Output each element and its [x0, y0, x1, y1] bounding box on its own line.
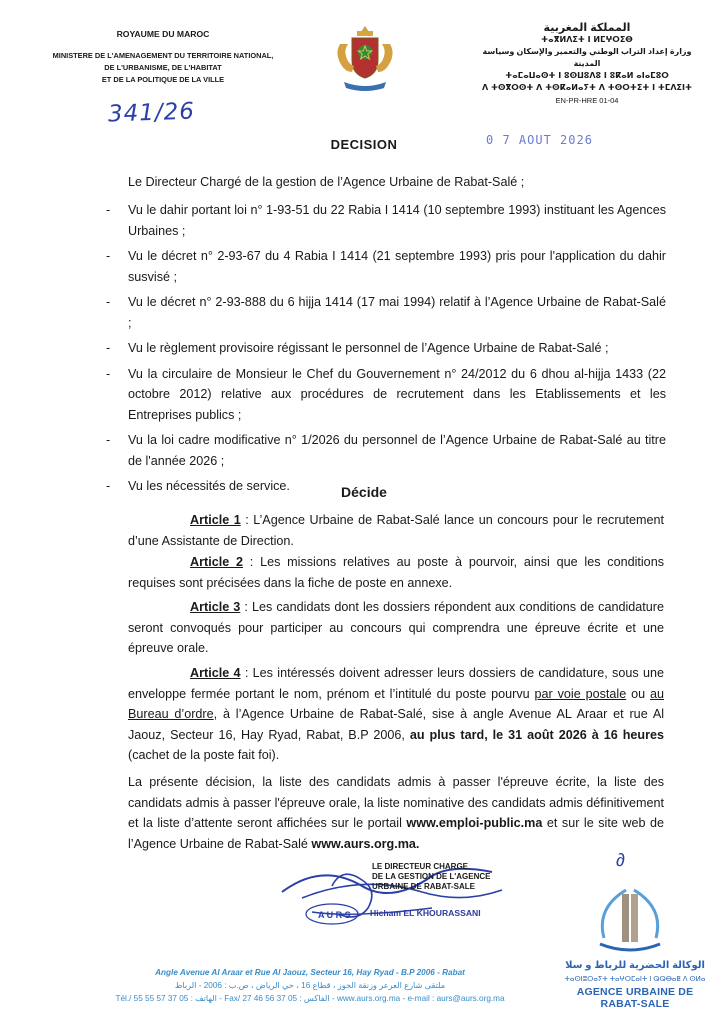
article-2 [128, 552, 664, 593]
article-text: ou [626, 686, 650, 701]
deadline-text: au plus tard, le 31 août 2026 à 16 heures [409, 727, 664, 742]
list-item [106, 246, 666, 287]
article-1 [128, 510, 664, 551]
article-text: Les intéressés doivent adresser leurs dossiers de candidature, sous une enveloppe fermée portant le nom, prénom et l’intitulé du poste pourvu [128, 666, 664, 701]
royal-emblem-icon [330, 22, 400, 94]
consideration-text: Vu les nécessités de service. [128, 479, 290, 493]
article-text: Les missions relatives au poste à pourvoir, ainsi que les conditions requises sont précisées dans la fiche de poste en annexe. [128, 555, 664, 590]
considerations-list [106, 200, 666, 502]
intro-text: Le Directeur Chargé de la gestion de l’Agence Urbaine de Rabat-Salé ; [128, 175, 525, 189]
footer-address-fr: Angle Avenue Al Araar et Rue Al Jaouz, Secteur 16, Hay Ryad - B.P 2006 - Rabat [155, 968, 465, 977]
date-stamp: 0 7 AOUT 2026 [486, 133, 593, 147]
list-item [106, 338, 666, 359]
article-3 [128, 597, 664, 659]
arabic-kingdom: المملكة المغربية [543, 22, 631, 34]
consideration-text: Vu la circulaire de Monsieur le Chef du Gouvernement n° 24/2012 du 6 dhou al-hijja 1433 (22 octobre 2012) relative aux procédures de recrutement dans les Etablissements et les Entreprises publics ; [128, 366, 666, 422]
consideration-text: Vu le dahir portant loi n° 1-93-51 du 22 Rabia I 1414 (10 septembre 1993) instituant les Agences Urbaines ; [128, 203, 666, 238]
dash-bullet: - [106, 479, 111, 493]
stamp-text: A U R S [318, 910, 351, 920]
signatory-line: DE LA GESTION DE L'AGENCE [372, 872, 491, 881]
arabic-ministry: وزارة إعداد التراب الوطني والتعمير والإسكان وسياسة المدينة [482, 47, 692, 68]
consideration-text: Vu la loi cadre modificative n° 1/2026 du personnel de l’Agence Urbaine de Rabat-Salé au titre de l'année 2026 ; [128, 433, 666, 468]
article-sep: : [240, 600, 252, 614]
signatory-name: Hicham EL KHOURASSANI [370, 908, 481, 918]
page-title: DECISION [330, 137, 398, 152]
dash-bullet: - [106, 249, 111, 263]
article-sep: : [240, 666, 253, 680]
dash-bullet: - [106, 203, 111, 217]
tifinagh-kingdom: ⵜⴰⴳⵍⴷⵉⵜ ⵏ ⵍⵎⵖⵔⵉⴱ [541, 35, 633, 44]
article-label: Article 2 [190, 555, 243, 569]
article-label: Article 4 [190, 666, 241, 680]
decide-heading: Décide [341, 484, 387, 500]
ministry-line: ET DE LA POLITIQUE DE LA VILLE [101, 75, 225, 84]
consideration-text: Vu le règlement provisoire régissant le personnel de l’Agence Urbaine de Rabat-Salé ; [128, 341, 609, 355]
handwritten-reference: 341/26 [107, 98, 196, 128]
dash-bullet: - [106, 433, 111, 447]
closing-paragraph [128, 772, 664, 854]
signatory-title [372, 862, 502, 892]
tifinagh-ministry: ⵜⴰⵎⴰⵡⴰⵙⵜ ⵏ ⵓⵙⵡⵓⴷⵓ ⵏ ⵓⴽⴰⵍ ⴰⵏⴰⵎⵓⵔ [505, 71, 669, 80]
list-item [106, 430, 666, 471]
article-4 [128, 663, 664, 766]
dash-bullet: - [106, 341, 111, 355]
ministry-line: DE L'URBANISME, DE L'HABITAT [104, 63, 222, 72]
document-code: EN-PR-HRE 01-04 [555, 96, 619, 105]
handwritten-mark: ∂ [616, 850, 625, 870]
logo-tifinagh-name: ⵜⴰⵙⵏⵓⵔⴰⵢⵜ ⵜⴰⵖⵔⵎⴰⵏⵜ ⵏ ⵕⵕⴱⴰⵟ ⴷ ⵙⵍⴰ [564, 976, 706, 983]
tifinagh-ministry: ⴷ ⵜⵙⴳⵔⵙⵜ ⴷ ⵜⵙⴽⴰⵍⴰⵢⵜ ⴷ ⵜⵙⵔⵜⵉⵜ ⵏ ⵜⵎⴷⵉⵏⵜ [481, 83, 692, 92]
dash-bullet: - [106, 366, 111, 381]
signatory-line: LE DIRECTEUR CHARGE [372, 862, 469, 871]
underlined-text: au Bureau d’ordre [128, 686, 665, 721]
footer-address-ar: ملتقى شارع العرعر وزنقة الجوز ، قطاع 16 ، حي الرياض ، ص.ب : 2006 - الرباط [174, 981, 446, 990]
article-text: L’Agence Urbaine de Rabat-Salé lance un concours pour le recrutement d’une Assistante de Direction. [128, 513, 665, 548]
list-item [106, 292, 666, 333]
logo-arabic-name: الوكالة الحضرية للرباط و سلا [565, 960, 705, 971]
closing-text: La présente décision, la liste des candidats admis à passer l'épreuve écrite, la liste des candidats admis à passer l'épreuve orale, la liste nominative des candidats admis définitivement et la liste d’attente seront affichées sur le portail [128, 775, 664, 830]
consideration-text: Vu le décret n° 2-93-67 du 4 Rabia I 1414 (21 septembre 1993) pris pour l'application du dahir susvisé ; [128, 249, 666, 284]
portal-link[interactable]: www.emploi-public.ma [406, 816, 543, 830]
kingdom-label: ROYAUME DU MAROC [116, 29, 210, 39]
article-label: Article 1 [190, 513, 241, 527]
logo-french-name: AGENCE URBAINE DE RABAT-SALE [576, 986, 694, 1010]
footer-contact: Tél./ الهاتف : 05 37 57 55 55 - Fax/ الفاكس : 05 37 56 46 27 - www.aurs.org.ma - e-mail : aurs@aurs.org.ma [115, 994, 505, 1003]
list-item [106, 200, 666, 241]
dash-bullet: - [106, 295, 111, 309]
ministry-header [28, 28, 298, 86]
article-sep: : [240, 513, 254, 527]
article-text: (cachet de la poste fait foi). [128, 748, 280, 762]
website-link[interactable]: www.aurs.org.ma. [311, 836, 420, 851]
article-text: , à l’Agence Urbaine de Rabat-Salé, sise à angle Avenue AL Araar et rue Al Jaouz, Secteur 16, Hay Ryad, Rabat, B.P 2006, [128, 707, 665, 742]
signatory-line: URBAINE DE RABAT-SALE [372, 882, 475, 891]
article-label: Article 3 [190, 600, 241, 614]
list-item [106, 364, 666, 426]
ministry-header-arabic [474, 22, 700, 107]
closing-text: et sur le site web de l’Agence Urbaine de Rabat-Salé [128, 816, 664, 851]
article-sep: : [243, 555, 261, 569]
consideration-text: Vu le décret n° 2-93-888 du 6 hijja 1414 (17 mai 1994) relatif à l’Agence Urbaine de Rabat-Salé ; [128, 295, 666, 330]
underlined-text: par voie postale [534, 686, 627, 701]
agency-logo-icon [582, 880, 678, 960]
ministry-line: MINISTERE DE L'AMENAGEMENT DU TERRITOIRE NATIONAL, [52, 51, 274, 60]
article-text: Les candidats dont les dossiers répondent aux conditions de candidature seront convoqués pour participer au concours qui comprendra une épreuve écrite et une épreuve orale. [128, 600, 664, 655]
